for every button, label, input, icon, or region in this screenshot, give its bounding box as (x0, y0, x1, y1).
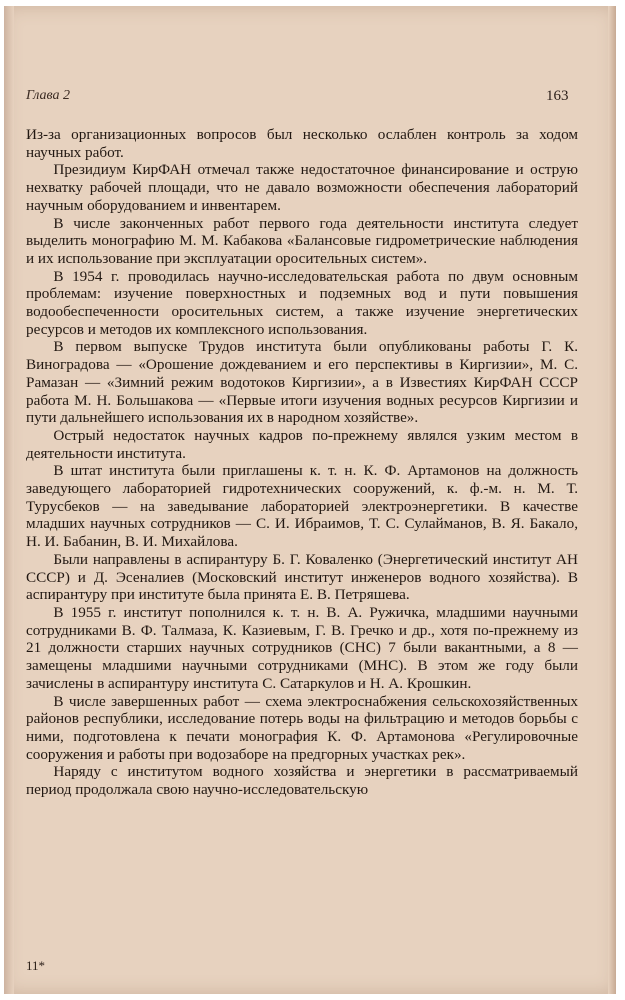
paragraph: Острый недостаток научных кадров по-прежнему являлся узким местом в деятельности института. (26, 426, 578, 462)
paragraph: В числе завершенных работ — схема электроснабжения сельскохозяйственных районов республики, исследование потерь воды на фильтрацию и методов борьбы с ними, подготовлена к печати монография К. Ф. Артамонова «Регулировочные сооружения и работы при водозаборе на предгорных участках рек». (26, 692, 578, 763)
paragraph: В числе законченных работ первого года деятельности института следует выделить монографию М. М. Кабакова «Балансовые гидрометрические наблюдения и их использование при эксплуатации оросительных систем». (26, 214, 578, 267)
signature-mark: 11* (26, 958, 46, 973)
paragraph: Были направлены в аспирантуру Б. Г. Коваленко (Энергетический институт АН СССР) и Д. Эсеналиев (Московский институт инженеров водного хозяйства). В аспирантуру при институте была принята Е. В. Петряшева. (26, 550, 578, 604)
page-number: 163 (546, 88, 569, 104)
running-head: Глава 2 (26, 88, 70, 103)
paragraph: В штат института были приглашены к. т. н. К. Ф. Артамонов на должность заведующего лабораторией гидротехнических сооружений, к. ф.-м. н. М. Т. Турусбеков — на заведывание лабораторией электроэнергетики. В качестве младших научных сотрудников — С. И. Ибраимов, Т. С. Сулайманов, В. Я. Бакало, Н. И. Бабанин, В. И. Михайлова. (26, 462, 578, 551)
paragraph: В первом выпуске Трудов института были опубликованы работы Г. К. Виноградова — «Орошение дождеванием и его перспективы в Киргизии», М. С. Рамазан — «Зимний режим водотоков Киргизии», а в Известиях КирФАН СССР работа М. Н. Большакова — «Первые итоги изучения водных ресурсов Киргизии и пути дальнейшего использования их в народном хозяйстве». (26, 338, 578, 427)
book-page (4, 6, 616, 994)
paragraph: В 1955 г. институт пополнился к. т. н. В. А. Ружичка, младшими научными сотрудниками В. Ф. Талмаза, К. Казиевым, Г. В. Гречко и др., хотя по-прежнему из 21 должности старших научных сотрудников (СНС) 7 были вакантными, а 8 — замещены младшими научными сотрудниками (МНС). В этом же году были зачислены в аспирантуру института С. Сатаркулов и Н. А. Крошкин. (26, 603, 578, 692)
paragraph: Из-за организационных вопросов был несколько ослаблен контроль за ходом научных работ. (26, 126, 578, 161)
body-text (26, 126, 578, 799)
page-edge-shadow (608, 6, 616, 994)
paragraph: Президиум КирФАН отмечал также недостаточное финансирование и острую нехватку рабочей площади, что не давало возможности обеспечения лабораторий научным оборудованием и инвентарем. (26, 161, 578, 214)
paragraph: Наряду с институтом водного хозяйства и энергетики в рассматриваемый период продолжала свою научно-исследовательскую (26, 763, 578, 799)
page-spine-shadow (4, 6, 14, 994)
paragraph: В 1954 г. проводилась научно-исследовательская работа по двум основным проблемам: изучение поверхностных и подземных вод и пути повышения водообеспеченности оросительных систем, а также изучение энергетических ресурсов и методов их комплексного использования. (26, 267, 578, 338)
